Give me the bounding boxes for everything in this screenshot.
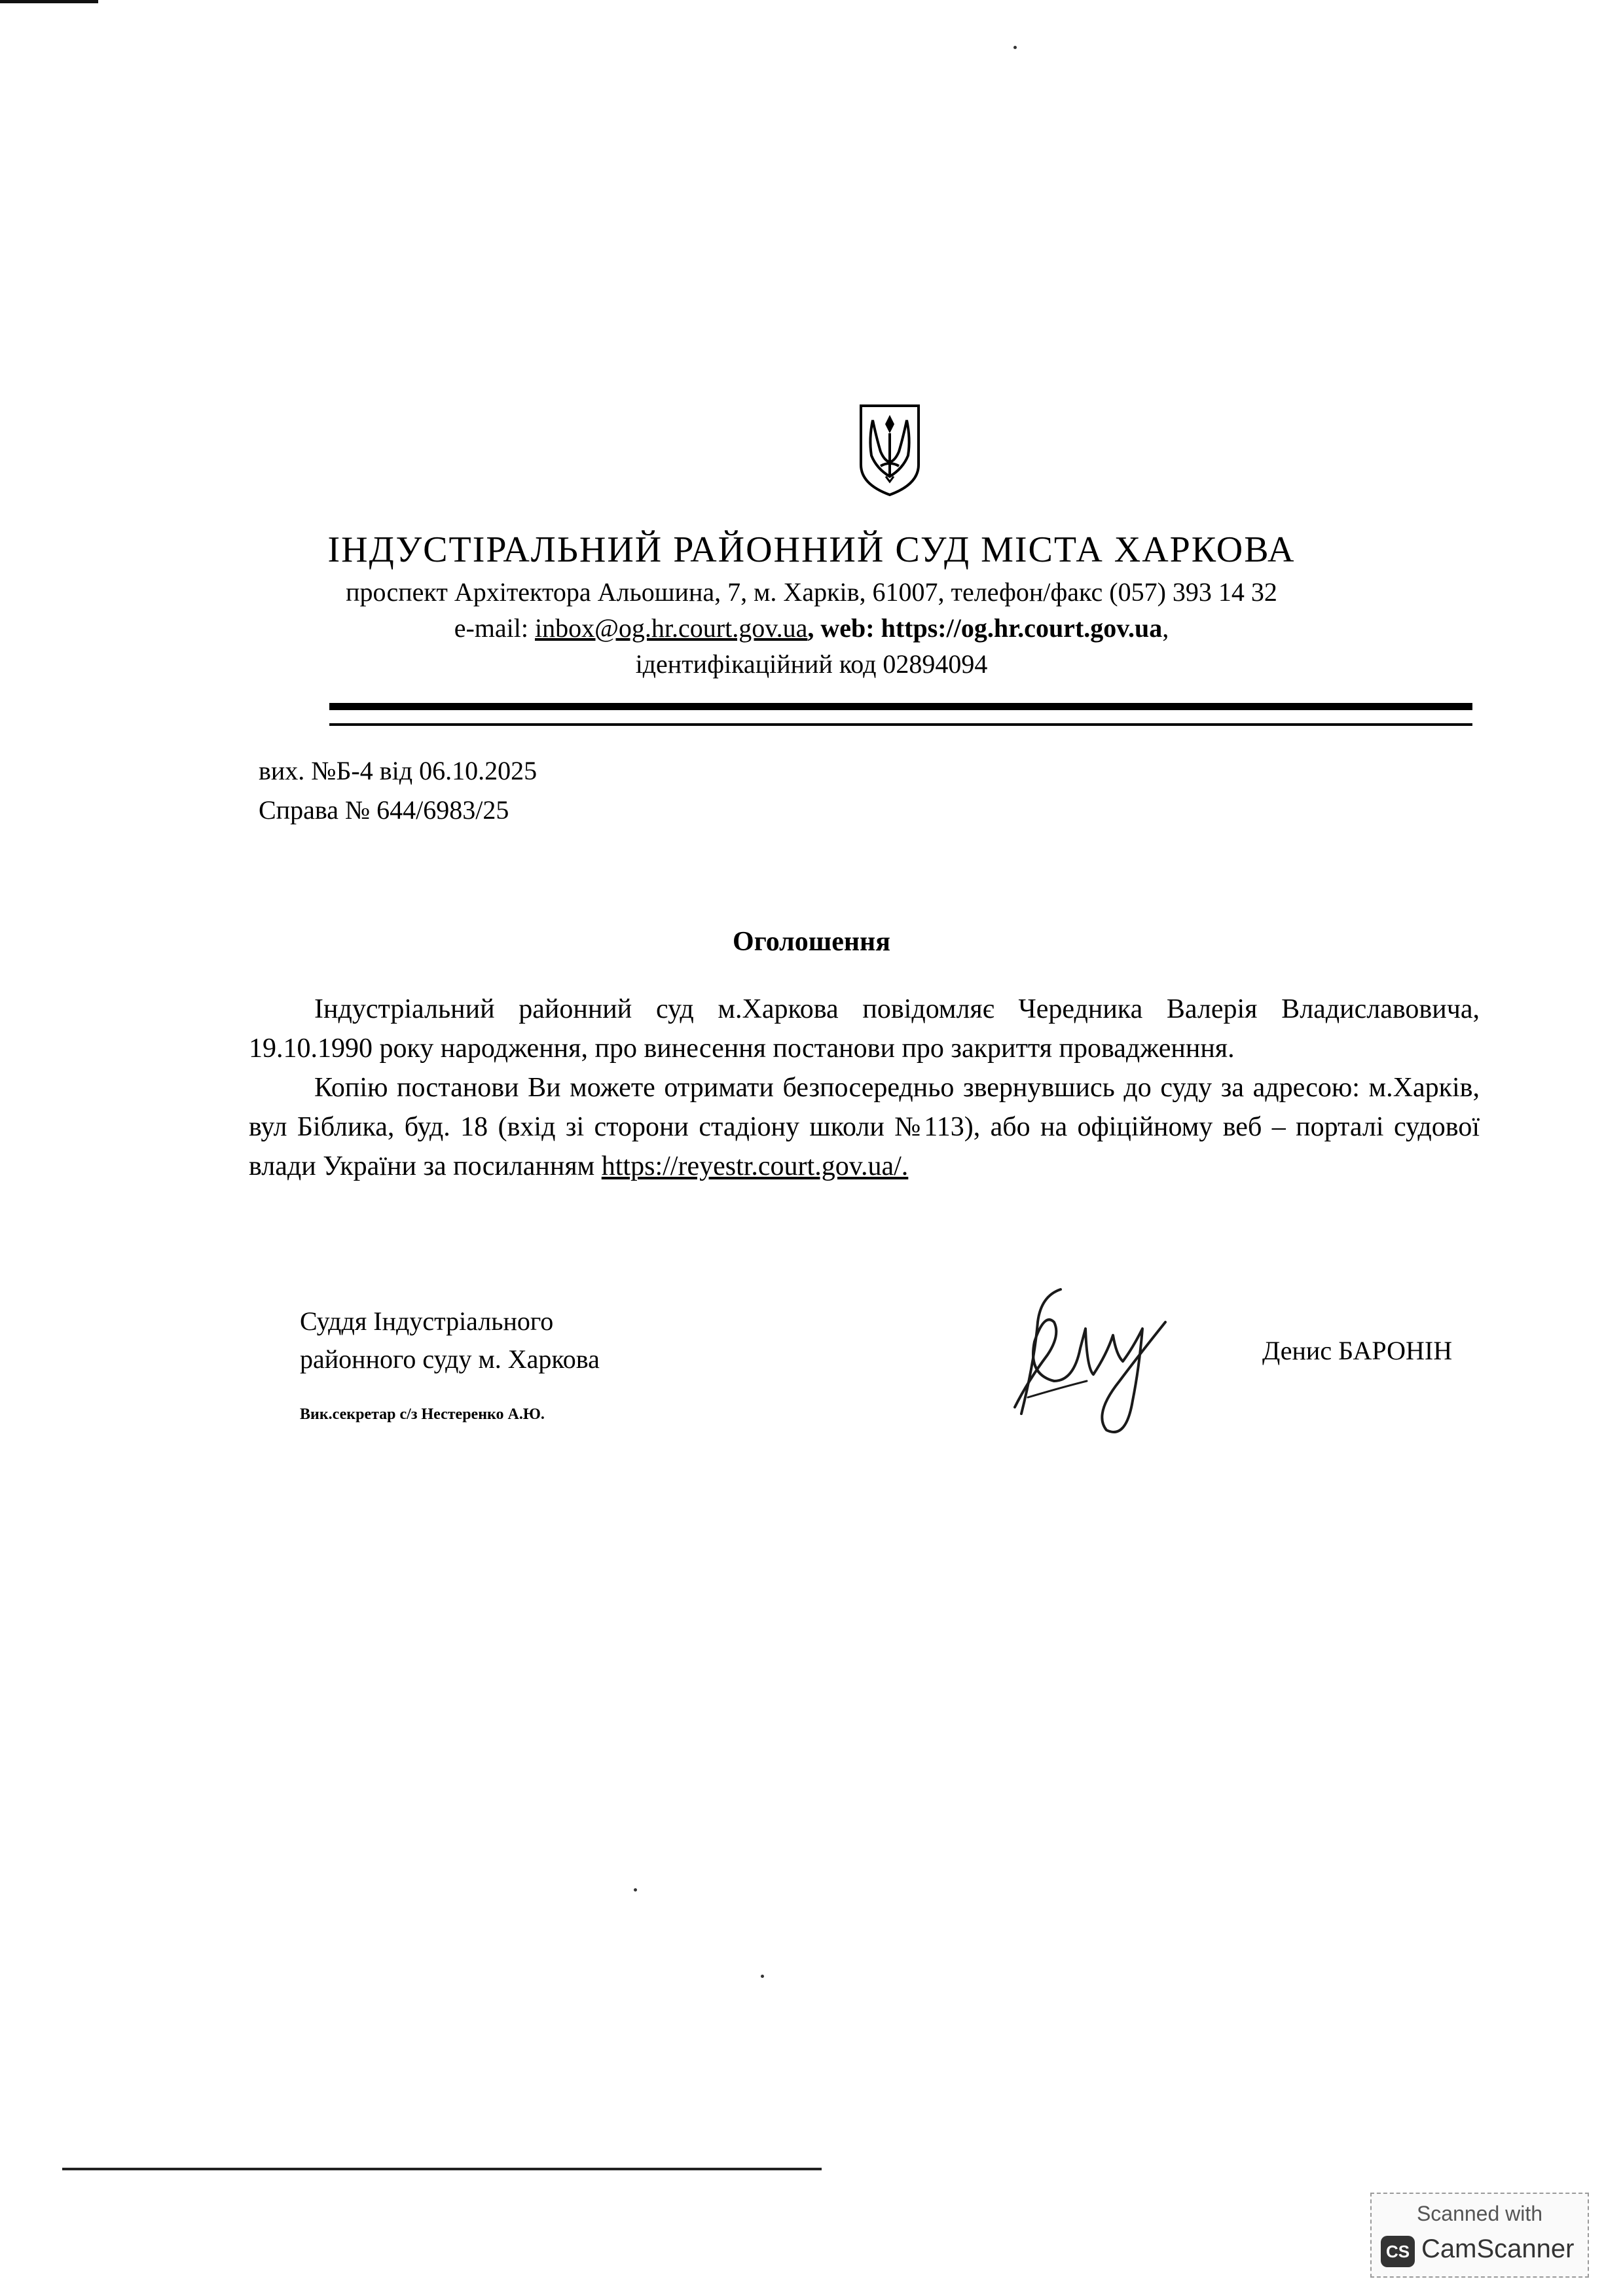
scan-speck: [761, 1975, 764, 1978]
email-label: e-mail:: [454, 613, 535, 643]
camscanner-logo-icon: CS: [1381, 2236, 1415, 2267]
outgoing-number: вих. №Б-4 від 06.10.2025: [259, 756, 538, 785]
secretary-note: Вик.секретар с/з Нестеренко А.Ю.: [300, 1406, 545, 1423]
case-number: Справа № 644/6983/25: [259, 795, 509, 825]
judge-title-line-1: Суддя Індустріального: [300, 1306, 554, 1336]
judge-name: Денис БАРОНІН: [1262, 1336, 1453, 1365]
email-link[interactable]: inbox@og.hr.court.gov.ua: [534, 613, 808, 643]
reference-block: [259, 751, 537, 830]
paragraph-2-text: Копію постанови Ви можете отримати безпосередньо звернувшись до суду за адресою: м.Харків, вул Біблика, буд. 18 (вхід зі сторони стадіону школи №113), або на офіційному веб – порталі судової влади України за посиланням: [249, 1073, 1480, 1181]
scan-speck: [634, 1888, 637, 1892]
announcement-body: [249, 990, 1480, 1186]
scan-speck: [1013, 46, 1017, 49]
court-name: ІНДУСТІРАЛЬНИЙ РАЙОННИЙ СУД МІСТА ХАРКОВА: [327, 529, 1296, 570]
judge-title-line-2: районного суду м. Харкова: [300, 1344, 600, 1374]
court-address: проспект Архітектора Альошина, 7, м. Харків, 61007, телефон/факс (057) 393 14 32: [346, 577, 1277, 607]
camscanner-watermark: [1370, 2193, 1589, 2278]
announcement-title: Оголошення: [733, 927, 890, 957]
handwritten-signature: [1008, 1283, 1178, 1446]
header-divider-thick: [329, 703, 1472, 710]
registry-link[interactable]: https://reyestr.court.gov.ua/.: [601, 1151, 909, 1181]
web-label: , web:: [807, 613, 881, 643]
scan-edge-mark: [62, 2168, 822, 2170]
scan-edge-mark: [0, 0, 98, 3]
announcement-paragraph-1: Індустріальний районний суд м.Харкова повідомляє Чередника Валерія Владиславовича, 19.10.1990 року народження, про винесення постанови про закриття провадженння.: [249, 994, 1480, 1064]
judge-title: [300, 1302, 600, 1378]
identification-code: ідентифікаційний код 02894094: [635, 649, 988, 679]
watermark-brand: CamScanner: [1421, 2234, 1575, 2263]
website-link[interactable]: https://og.hr.court.gov.ua: [881, 613, 1163, 643]
announcement-paragraph-2: [249, 1068, 1480, 1186]
court-contacts: [0, 613, 1623, 643]
header-divider-thin: [329, 723, 1472, 726]
website-suffix: ,: [1162, 613, 1169, 643]
coat-of-arms-trident-icon: [857, 401, 922, 497]
watermark-caption: Scanned with: [1416, 2202, 1543, 2225]
